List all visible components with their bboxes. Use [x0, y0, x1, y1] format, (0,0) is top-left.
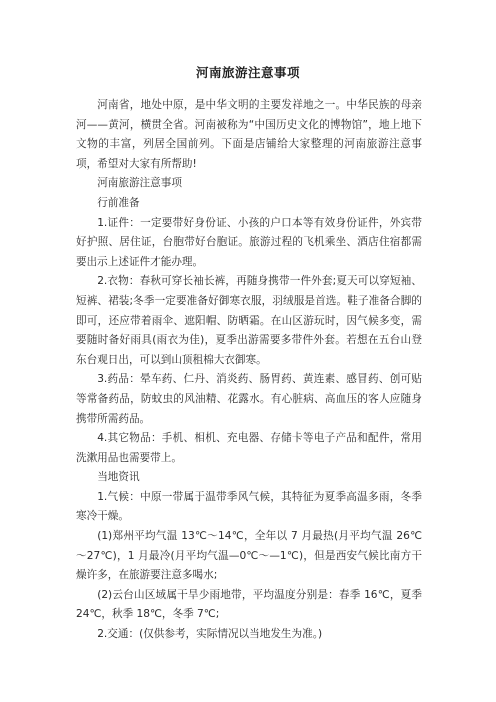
paragraph-medicine: 3.药品：晕车药、仁丹、消炎药、肠胃药、黄连素、感冒药、创可贴等常备药品，防蚊虫的风油精、花露水。有心脏病、高血压的客人应随身携带所需药品。	[76, 373, 422, 425]
section-heading-notes: 河南旅游注意事项	[97, 177, 182, 190]
paragraph-zhengzhou-temperature: (1)郑州平均气温 13℃～14℃，全年以 7 月最热(月平均气温 26℃～27℃)，1 月最冷(月平均气温—0℃～—1℃)，但是西安气候比南方干燥许多，在旅游要注意多喝水;	[76, 530, 422, 582]
paragraph-documents: 1.证件：一定要带好身份证、小孩的户口本等有效身份证件，外宾带好护照、居住证，台胞带好台胞证。旅游过程的飞机乘坐、酒店住宿都需要出示上述证件才能办理。	[76, 216, 422, 268]
paragraph-other-items: 4.其它物品：手机、相机、充电器、存储卡等电子产品和配件，常用洗漱用品也需要带上。	[76, 432, 422, 464]
paragraph-clothing: 2.衣物：春秋可穿长袖长裤，再随身携带一件外套;夏天可以穿短袖、短裤、裙装;冬季一定要准备好御寒衣服，羽绒服是首选。鞋子准备合脚的即可，还应带着雨伞、遮阳帽、防晒霜。在山区游玩时，因气候多变，需要随时备好雨具(雨衣为佳)，夏季出游需要多带件外套。若想在五台山登东台观日出，可以到山顶租棉大衣御寒。	[76, 275, 422, 366]
section-heading-preparation: 行前准备	[97, 196, 140, 209]
document-title: 河南旅游注意事项	[195, 65, 300, 80]
paragraph-climate: 1.气候：中原一带属于温带季风气候，其特征为夏季高温多雨，冬季寒冷干燥。	[76, 490, 422, 523]
intro-paragraph: 河南省，地处中原，是中华文明的主要发祥地之一。中华民族的母亲河——黄河，横贯全省。河南被称为“中国历史文化的博物馆”，地上地下文物的丰富，列居全国前列。下面是店铺给大家整理的河南旅游注意事项，希望对大家有所帮助!	[76, 99, 422, 170]
document-body	[76, 96, 422, 645]
section-heading-local-info: 当地资讯	[97, 471, 140, 484]
paragraph-yuntaishan-temperature: (2)云台山区域属干旱少雨地带，平均温度分别是：春季 16℃，夏季 24℃，秋季 18℃，冬季 7℃;	[76, 588, 422, 621]
paragraph-transport: 2.交通：(仅供参考，实际情况以当地发生为准。)	[97, 628, 323, 641]
